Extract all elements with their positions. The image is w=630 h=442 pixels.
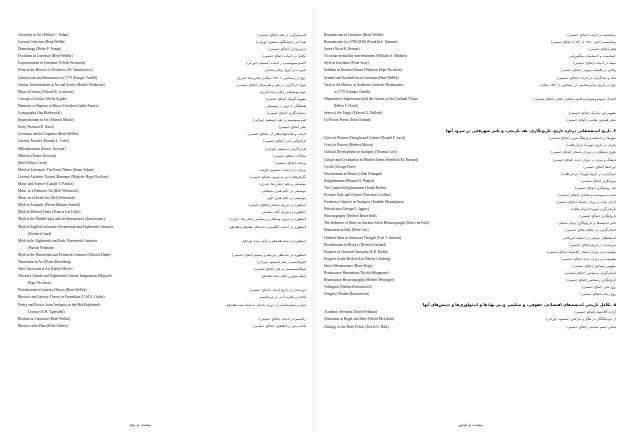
entry-english-title: Historicism (George G. Iggers) [324, 207, 369, 212]
entry-english-title: Music and Science (Claude V. Palisca) [18, 181, 74, 186]
entry-english-title: Naturalism in Art (Pierre Rosenberg) [18, 260, 72, 264]
entry-english-title: Hope Nicolson) [28, 281, 51, 286]
entry-persian-title: مفهوم رنسانس (صالح حسینی) [572, 263, 616, 268]
toc-entry [324, 89, 616, 96]
entry-english-title: Sublime in External Nature (Marjorie Hope Nicolson) [324, 68, 402, 73]
toc-entry [18, 188, 306, 195]
toc-entry [18, 82, 306, 89]
toc-entry [324, 46, 616, 53]
toc-entry [324, 164, 616, 171]
entry-english-title: Periodization in History (Dietrich Gerhard) [324, 242, 387, 247]
entry-english-title: (Fredrick Gand) [28, 231, 52, 236]
entry-persian-title: اندیشه‌های شرقی در اندیشه آمریکایی [562, 235, 616, 240]
toc-entry [18, 309, 306, 316]
toc-entry [18, 252, 306, 259]
entry-english-title: Analogy of the Body Politic (David G. Hale) [324, 324, 389, 329]
entry-persian-title: پیشرفت در دوران باستان کلاسیک (صالح حسینی) [546, 249, 616, 254]
entry-persian-title: امپرسیونیسم در هنر (مسعود جوزانی) [252, 118, 306, 123]
entry-english-title: Myth in Biblical Times (Francis Lee Utley) [18, 210, 81, 215]
entry-english-title: Dramaturgy (Helen P. Trimpi) [18, 47, 62, 52]
entry-persian-title: نگرش‌های ادبی به ممون (صالح حسینی) [249, 174, 306, 179]
entry-persian-title: اسطوره در دوران کتاب مقدس [262, 210, 306, 215]
entry-english-title: Newton's Opticks and Eighteenth-Century Imagination (Marjorie [18, 274, 112, 279]
entry-persian-title: نبوغ از رنسانس تا ۱۷۷۰ میلادی (علی‌رضا حیدری) [236, 75, 306, 80]
entry-english-title: Romanticism (ca.1780-1830) (Franklin L. Baumer) [324, 40, 398, 45]
toc-entry [324, 227, 616, 234]
toc-entry [18, 103, 306, 110]
entry-english-title: Literary Attitudes Toward Mammon (Marjorie Hope Nicolson) [18, 174, 109, 179]
toc-entry [18, 75, 306, 82]
toc-entry [324, 263, 616, 270]
toc-entry [324, 220, 616, 227]
toc-entry [324, 53, 616, 60]
entry-persian-title: آزادی آکادمیک (صالح حسینی) [574, 310, 616, 315]
toc-entry [324, 192, 616, 199]
entry-persian-title: هزاره‌گرایی (مسعود جوزانی) [265, 146, 306, 151]
toc-entry [324, 135, 616, 142]
entry-english-title: Myth in English Literature: Seventeenth and Eighteenth Centuries [18, 224, 114, 229]
toc-entry [18, 46, 306, 53]
right-entry-list-economics [324, 309, 616, 330]
entry-persian-title: شعر و شعرشناسی از دوران باستان تا میانه سده هجدهم [226, 302, 306, 307]
toc-entry [324, 309, 616, 316]
entry-persian-title: جبرگرایی در تاریخ (مهرداد ایرانی‌طلب) [561, 171, 616, 176]
toc-entry [324, 117, 616, 124]
entry-persian-title: بحران در تاریخ (مهرداد ایرانی‌طلب) [565, 143, 616, 148]
entry-persian-title: مفهوم امر تراژیک (صالح حسینی) [568, 111, 616, 116]
entry-english-title: Genius: Individualism in Art and Artists (Rudolf Wittkower) [18, 82, 105, 87]
entry-persian-title: رمانتیسم (حدود ۱۷۸۰ تا ۱۸۳۰) (صالح حسینی) [550, 40, 616, 45]
toc-entry [324, 324, 616, 331]
toc-entry [18, 216, 306, 223]
entry-persian-title: اسطوره در سده‌های نوزدهم و بیستم (صالح حسینی) [232, 252, 306, 257]
toc-entry [18, 110, 306, 117]
entry-english-title: Literary Paradox (Rosalie L. Colie) [18, 139, 69, 144]
entry-english-title: Myth in Antiquity (Pierre-Maxime Schuhl) [18, 203, 80, 208]
entry-english-title: Idea of Renaissance (Barry Kegs) [324, 263, 373, 268]
entry-english-title: Form in the History of Aesthetics (W. Tatarkiewicz) [18, 68, 93, 73]
entry-persian-title: نبوغ: فردگرایی در هنر و هنرمندان (صالح حسینی) [236, 82, 306, 87]
entry-english-title: Creativity in Art (Milton C. Nahm) [18, 33, 69, 37]
toc-entry [324, 103, 616, 110]
toc-entry [18, 266, 306, 273]
entry-english-title: to 1770 (Giorgio Tonelli) [334, 89, 371, 94]
entry-english-title: Symbol and Symbolism in Literature (René Wellek) [324, 75, 399, 80]
entry-english-title: Alienation in Hegel and Marx (David McLellan) [324, 317, 395, 322]
entry-english-title: Millenarianism (Ernest Tuveson) [18, 146, 66, 151]
toc-entry [18, 138, 306, 145]
toc-entry [324, 185, 616, 192]
entry-english-title: Fortune, Fate, and Chance (Vincenzo Cioffari) [324, 192, 391, 197]
toc-entry [324, 67, 616, 74]
entry-english-title: Motif in Literature: The Faust Theme (Stuart Atkins) [18, 167, 95, 172]
toc-entry [324, 213, 616, 220]
toc-entry [324, 199, 616, 206]
entry-english-title: Academic Freedom (David Fellman) [324, 310, 377, 315]
entry-persian-title: فرهنگ و تمدن در دوران جدید (صالح حسینی) [552, 157, 616, 162]
section-heading-history: ۴. تاریخ اندیشه‌هایی درباره تاریخ، تاریخ‌نگاری، نقد تاریخی، و تاثیر شهرهایی در سرود آنها [445, 128, 616, 134]
toc-entry [18, 287, 306, 294]
entry-english-title: Genius from the Renaissance to 1770 (Giorgio Tonelli) [18, 75, 98, 80]
section-heading-economics: ۵. تکامل تاریخی اندیشه‌های اقتصادی، حقوقی، و سیاسی و نیز نهادها و ایدئولوژی‌ها و جنبش‌های آنها [422, 302, 616, 308]
entry-persian-title: آزادی بیان در دوران باستان (صالح حسینی) [555, 200, 616, 205]
entry-persian-title: هجو (صالح حسینی) [588, 47, 616, 52]
left-page [18, 32, 306, 422]
entry-persian-title: تاریخ‌نگاری (صالح حسینی) [579, 214, 616, 219]
entry-english-title: Determinism in History (Alan Donagan) [324, 171, 383, 176]
toc-entry [18, 209, 306, 216]
entry-persian-title: تاریخی‌گری (مهرداد ایرانی‌طلب) [570, 207, 616, 212]
toc-entry [324, 39, 616, 46]
entry-english-title: Music as a Divine Art (Rolf Weinstock) [18, 196, 76, 201]
entry-persian-title: پارادوکس ادبی (صالح حسینی) [263, 139, 306, 144]
entry-persian-title: اکسپرسیونیسم در ادبیات (مسعود جوزانی) [245, 61, 306, 66]
toc-entry [18, 323, 306, 330]
entry-persian-title: بن‌مایه در ادبیات: مضمون فاوست [258, 167, 306, 172]
entry-persian-title: چرخه‌ها (صالح حسینی) [583, 164, 616, 169]
toc-entry [18, 202, 306, 209]
toc-entry [18, 273, 306, 280]
entry-english-title: Ut Pictura Poesis (John Graham) [324, 118, 372, 123]
entry-persian-title: قیاس جسم سیاسی (صالح حسینی) [566, 324, 616, 329]
entry-persian-title: پیشرفت در دوران جدید (صالح حسینی) [561, 256, 616, 261]
toc-entry [18, 96, 306, 103]
entry-persian-title: رمانتیسم در ادبیات (صالح حسینی) [567, 33, 616, 37]
entry-persian-title: ذوق در تاریخ زیبایی‌شناسی از رنسانس تا ۱۷۷۰ میلادی [539, 82, 616, 87]
page-gutter [313, 10, 314, 434]
entry-english-title: Victorian Sensibility and Sentiment (William A. Madden) [324, 54, 407, 59]
toc-entry [324, 157, 616, 164]
toc-entry [18, 280, 306, 287]
entry-english-title: Harmony or Rapture in Music (Gretchen Ludke Finney) [18, 103, 99, 108]
right-entry-list-top [324, 32, 616, 124]
entry-english-title: Musical Genius (Edward E. Lowinsky) [18, 89, 75, 94]
toc-entry [324, 75, 616, 82]
entry-persian-title: موسیقی در حکم هنری الهی [266, 196, 306, 201]
entry-persian-title: ناتورالیسم در هنر (مسعود جوزانی) [256, 260, 306, 264]
entry-english-title: Motif (Harry Levin) [18, 160, 48, 165]
toc-entry [18, 245, 306, 252]
entry-english-title: Cultural Development in Antiquity (Thomas Cole) [324, 150, 397, 155]
toc-entry [324, 142, 616, 149]
entry-persian-title: سبک در ادبیات (صالح حسینی) [573, 61, 616, 66]
entry-english-title: Realism in Literature (René Wellek) [18, 316, 71, 321]
toc-entry [324, 82, 616, 89]
entry-english-title: Temperance (Sophrosyne) and the Canons of the Cardinal Virtues [324, 96, 419, 101]
toc-entry [324, 284, 616, 291]
entry-persian-title: موسیقی و علم (علی‌رضا حیدری) [259, 181, 306, 186]
toc-entry [18, 60, 306, 67]
entry-persian-title: شعر همچون نقاشی (صالح حسینی) [566, 118, 616, 123]
toc-entry [18, 67, 306, 74]
toc-entry [18, 167, 306, 174]
entry-english-title: Expressionism in Literature (Ulrich Weisstein) [18, 61, 86, 66]
entry-english-title: Historiography (Herbert Butterfield) [324, 214, 377, 219]
entry-persian-title: تاریخ‌نگاری رنسانس (صالح حسینی) [566, 278, 616, 283]
entry-english-title: Culture and Civilization in Modern Times (Friedrich M. Barnard) [324, 157, 419, 162]
entry-english-title: Impressionism in Art (Thomas Munro) [18, 118, 74, 123]
entry-persian-title: روح زمانه (صالح حسینی) [580, 292, 616, 297]
entry-english-title: Music as a Demonic Art (Rolf Weinstock) [18, 189, 79, 194]
toc-entry [18, 117, 306, 124]
toc-entry [18, 146, 306, 153]
entry-persian-title: والایی در طبیعت بیرونی (صالح حسینی) [560, 68, 616, 73]
entry-english-title: Enlightenment (Roland O. Pepper) [324, 178, 375, 183]
toc-entry [324, 270, 616, 277]
right-entry-list-history [324, 135, 616, 298]
entry-english-title: Sense of the Tragic (Edward G. Ballard) [324, 111, 382, 116]
entry-persian-title: اسطوره در ادبیات انگلیسی: سده‌های هفدهم و هجدهم [229, 224, 306, 229]
entry-english-title: Freedom of Speech in Antiquity (Arnaldo Momigliano) [324, 200, 404, 205]
toc-entry [324, 206, 616, 213]
toc-entry [324, 96, 616, 103]
toc-entry [324, 249, 616, 256]
entry-persian-title: روح ملی (صالح حسینی) [581, 285, 616, 290]
entry-english-title: Periodization in Literary History (René Wellek) [18, 288, 87, 293]
entry-english-title: Renaissance Historiography (Herbert Weisinger) [324, 278, 394, 283]
entry-english-title: Poetry and Poetics from Antiquity to the Mid-Eighteenth [18, 302, 100, 307]
entry-english-title: Rhetoric and Literary Theory in Formalism (G.M.A. Grube) [18, 295, 105, 300]
entry-english-title: Neo-Classicism in Art (Daniel Heyer) [18, 267, 73, 272]
entry-persian-title: ضد روشنگری (صالح حسینی) [574, 185, 616, 190]
toc-entry [324, 60, 616, 67]
toc-entry [324, 277, 616, 284]
entry-persian-title: مفهوم گوتیک (صالح حسینی) [265, 96, 306, 101]
entry-english-title: The Influence of Ideas on Ancient Greek Historiography (Kurt von Fritz) [324, 221, 430, 226]
entry-persian-title: نماد و نمادگرایی در ادبیات (صالح حسینی) [557, 75, 616, 80]
entry-english-title: Renaissance Humanism (Nicola Abbagnano) [324, 271, 389, 275]
toc-entry [18, 294, 306, 301]
entry-persian-title: دوره‌بندی در تاریخ ادبیات (صالح حسینی) [249, 288, 306, 293]
entry-english-title: Myth in the Nineteenth and Twentieth Centuries (Mircea Eliade) [18, 252, 111, 257]
toc-entry [18, 302, 306, 309]
entry-english-title: Rhetoric after Plato (Felix Gilbert) [18, 323, 68, 328]
entry-english-title: Iconography (Jan Białostocki) [18, 111, 62, 116]
entry-english-title: (Helen F. North) [334, 103, 358, 108]
entry-english-title: Irony (Norman D. Knox) [18, 125, 55, 130]
entry-english-title: Romanticism in Literature (René Wellek) [324, 33, 384, 37]
page-number-left: بیست و پنج [130, 423, 152, 428]
toc-entry [324, 110, 616, 117]
toc-entry [18, 89, 306, 96]
entry-english-title: The Counter-Enlightenment (Isaiah Berlin) [324, 185, 387, 190]
entry-english-title: Cities in Western Thought and Culture (Donald F. Lach) [324, 136, 405, 141]
entry-english-title: Evolution in Literature (René Wellek) [18, 54, 73, 59]
entry-persian-title: آفرینش‌گری در هنر (صالح حسینی) [257, 33, 306, 37]
entry-persian-title: موسیقی در حکم هنری شیطانی [261, 189, 306, 194]
toc-entry [18, 32, 306, 39]
toc-entry [18, 174, 306, 181]
entry-persian-title: شمایل‌نگاری (صالح حسینی) [266, 111, 306, 116]
entry-persian-title: شهرها در اندیشه و فرهنگ غربی (صالح حسینی) [548, 136, 616, 141]
entry-persian-title: اسطوره در قرون وسطی و رنسانس (علی‌رضا حیدری) [228, 217, 306, 222]
entry-english-title: Progress in the Modern Era (Morris Ginsberg) [324, 256, 391, 261]
entry-persian-title: ادبیات و هم‌خانواده‌های آن (صالح حسینی) [247, 132, 306, 137]
entry-persian-title: تکامل در ادبیات (صالح حسینی) [261, 54, 306, 59]
toc-entry [18, 231, 306, 238]
entry-persian-title: انسان‌گرایی رنسانس (صالح حسینی) [564, 271, 616, 275]
entry-english-title: Style in Literature (Peter Gray) [324, 61, 369, 66]
entry-persian-title: نبوغ موسیقایی (علی‌رضا حیدری) [259, 89, 306, 94]
entry-english-title: Literary Criticism (René Wellek) [18, 40, 66, 45]
toc-entry [18, 195, 306, 202]
entry-english-title: Zeitgeist (Nathan Rotenstreich) [324, 292, 370, 297]
page-number-right: بیست و شش [458, 423, 483, 428]
entry-persian-title: محاکات (صالح حسینی) [273, 153, 306, 158]
toc-entry [18, 124, 306, 131]
entry-english-title: Progress in Classical Antiquity (E.R. Dodds) [324, 249, 389, 254]
entry-english-title: Concept of Gothic (Wylie Sypher) [18, 96, 68, 101]
entry-persian-title: نئوکلاسیسیسم در هنر (صالح حسینی) [253, 267, 306, 272]
entry-persian-title: اپتیک نیوتن و تخیل سده هجدهم [261, 274, 306, 279]
toc-entry [324, 149, 616, 156]
toc-entry [18, 316, 306, 323]
entry-english-title: Taste in the History of Aesthetics from the Renaissance [324, 82, 404, 87]
toc-entry [18, 53, 306, 60]
toc-entry [18, 160, 306, 167]
entry-persian-title: بلاغت و نظریه ادبی در فرمالیسم [259, 295, 306, 300]
left-entry-list [18, 32, 306, 330]
entry-english-title: Humanism in Italy (Peter Gay) [324, 228, 369, 233]
toc-entry [18, 259, 306, 266]
entry-english-title: Myth in the Middle Ages and the Renaissance (Jean Seznec) [18, 217, 105, 222]
entry-english-title: Cycles (George Dore) [324, 164, 356, 169]
entry-english-title: Century (S.H. Tigerstedt) [28, 309, 65, 314]
toc-entry [324, 256, 616, 263]
entry-persian-title: اسطوره در دوران باستان (صالح حسینی) [248, 203, 306, 208]
toc-entry [324, 235, 616, 242]
entry-persian-title: روشنگری (صالح حسینی) [580, 178, 616, 183]
toc-entry [324, 171, 616, 178]
entry-persian-title: صورت در تاریخ زیبایی‌شناسی [264, 68, 306, 73]
toc-entry [18, 181, 306, 188]
entry-persian-title: رئالیسم در ادبیات (صالح حسینی) [259, 316, 306, 321]
entry-english-title: Mimesis (Ernest Tuveson) [18, 153, 56, 158]
toc-entry [324, 242, 616, 249]
toc-entry [18, 153, 306, 160]
entry-persian-title: حساسیت و احساسات ویکتوریایی [569, 54, 616, 59]
entry-persian-title: تحول فرهنگی در دوران باستان (صالح حسینی) [550, 150, 616, 155]
toc-entry [18, 224, 306, 231]
toc-entry [324, 316, 616, 323]
entry-persian-title: اعتدال (سوفروسونه) و قانون فضایل اصلی (صالح حسینی) [533, 96, 616, 101]
toc-entry [324, 178, 616, 185]
entry-persian-title: بلاغت پس از افلاطون (صالح حسینی) [253, 323, 306, 328]
toc-entry [18, 131, 306, 138]
entry-english-title: Literature and Its Cognates (René Wellek) [18, 132, 79, 137]
entry-english-title: Myth in the Eighteenth and Early Nineteenth Centuries [18, 238, 98, 243]
entry-persian-title: انسان‌گرایی در ایتالیا (صالح حسینی) [565, 228, 616, 233]
entry-english-title: Crisis in History (Herbert Mason) [324, 143, 373, 148]
right-page [324, 32, 616, 422]
entry-persian-title: از خودبیگانگی در هگل و مارکس (مسعود جوزانی) [545, 317, 616, 322]
entry-persian-title: درام‌پردازی (صالح حسینی) [268, 47, 306, 52]
toc-entry [18, 39, 306, 46]
entry-english-title: Oriental Ideas in American Thought (Carl T. Jackson) [324, 235, 402, 240]
entry-persian-title: دوره‌بندی در تاریخ (صالح حسینی) [569, 242, 616, 247]
entry-persian-title: طنز (صالح حسینی) [278, 125, 306, 130]
toc-entry [324, 32, 616, 39]
toc-entry [324, 291, 616, 298]
entry-persian-title: تاثیر اندیشه‌ها بر تاریخ‌نگاری یونان باستان [558, 221, 616, 226]
toc-entry [18, 238, 306, 245]
entry-persian-title: بخت، سرنوشت و تصادف (صالح حسینی) [558, 192, 616, 197]
entry-english-title: (Burton Feldman) [28, 245, 54, 250]
entry-persian-title: اسطوره در سده هجدهم و اوایل سده نوزدهم [242, 238, 306, 243]
entry-persian-title: هماهنگی یا شور در موسیقی [266, 103, 306, 108]
entry-english-title: Satire (Alvin B. Kernan) [324, 47, 360, 52]
entry-persian-title: بن‌مایه (صالح حسینی) [274, 160, 306, 165]
entry-persian-title: نقد ادبی (جهانبگلو، مسعود جوزانی) [255, 40, 306, 45]
entry-english-title: Volksgeist (Nathan Rotenstreich) [324, 285, 372, 290]
